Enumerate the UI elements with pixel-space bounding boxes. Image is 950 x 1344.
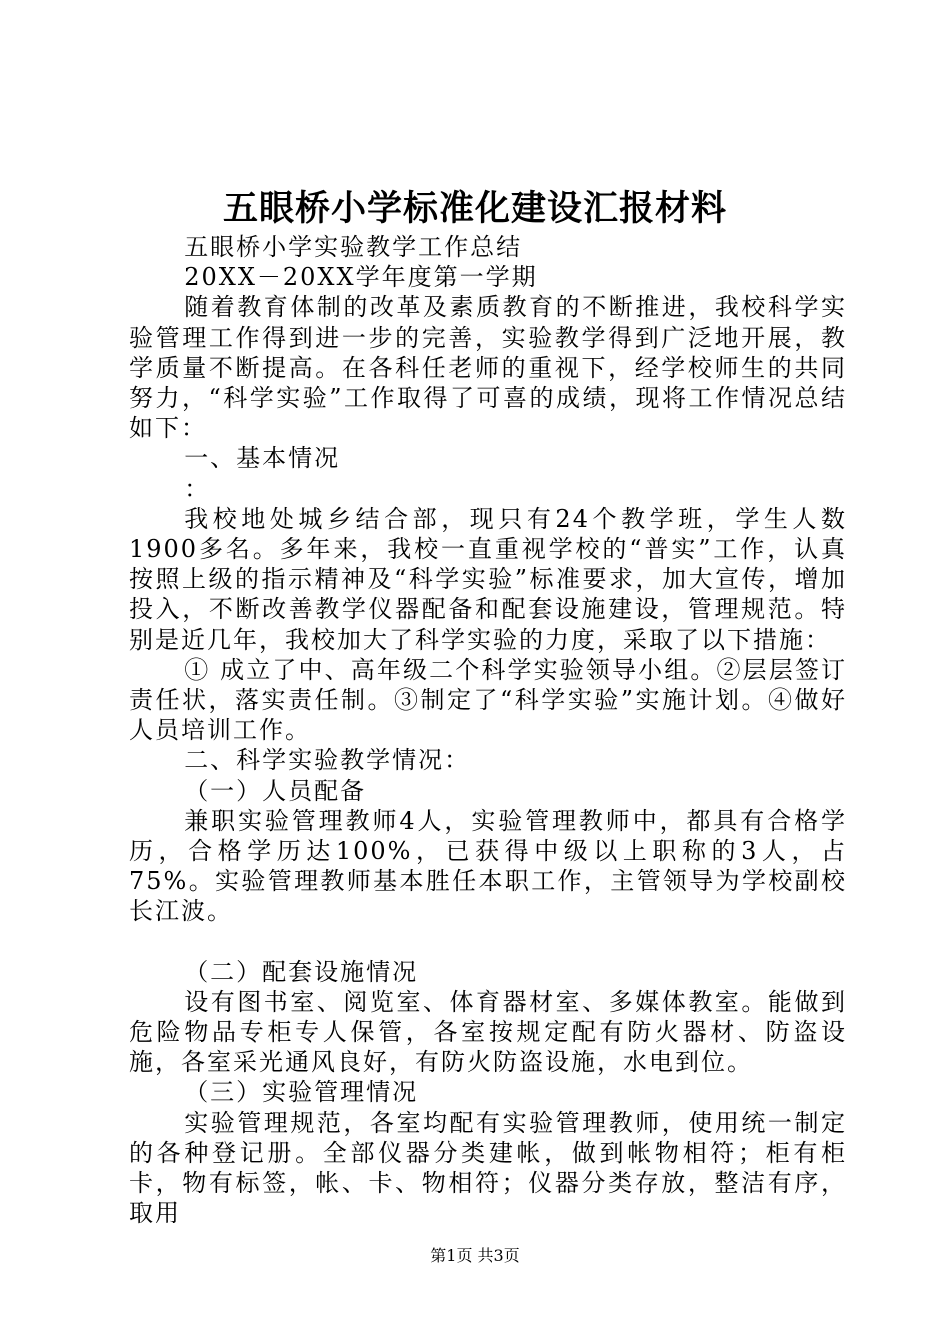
management-paragraph: 实验管理规范，各室均配有实验管理教师，使用统一制定的各种登记册。全部仪器分类建帐，做到帐物相符；柜有柜卡，物有标签，帐、卡、物相符；仪器分类存放，整洁有序，取用 xyxy=(129,1108,847,1228)
section-heading-basic: 一、基本情况 xyxy=(184,444,341,473)
measures-paragraph: ① 成立了中、高年级二个科学实验领导小组。②层层签订责任状，落实责任制。③制定了“科学实验”实施计划。④做好人员培训工作。 xyxy=(129,655,847,745)
basic-paragraph: 我校地处城乡结合部，现只有24个教学班，学生人数1900多名。多年来，我校一直重视学校的“普实”工作，认真按照上级的指示精神及“科学实验”标准要求，加大宣传，增加投入，不断改善教学仪器配备和配套设施建设，管理规范。特别是近几年，我校加大了科学实验的力度，采取了以下措施： xyxy=(129,504,847,654)
subtitle: 五眼桥小学实验教学工作总结 xyxy=(184,233,523,261)
facilities-paragraph: 设有图书室、阅览室、体育器材室、多媒体教室。能做到危险物品专柜专人保管，各室按规定配有防火器材、防盗设施，各室采光通风良好，有防火防盗设施，水电到位。 xyxy=(129,987,847,1077)
staff-paragraph: 兼职实验管理教师4人，实验管理教师中，都具有合格学历，合格学历达100%，已获得中级以上职称的3人，占75%。实验管理教师基本胜任本职工作，主管领导为学校副校长江波。 xyxy=(129,806,847,926)
document-body xyxy=(129,232,847,1229)
section-heading-teaching: 二、科学实验教学情况： xyxy=(184,746,471,775)
document-title: 五眼桥小学标准化建设汇报材料 xyxy=(222,188,727,229)
intro-paragraph: 随着教育体制的改革及素质教育的不断推进，我校科学实验管理工作得到进一步的完善，实验教学得到广泛地开展，教学质量不断提高。在各科任老师的重视下，经学校师生的共同努力，“科学实验”工作取得了可喜的成绩，现将工作情况总结如下： xyxy=(129,293,847,443)
page-footer: 第1页 共3页 xyxy=(430,1246,520,1265)
subheading-facilities: （二）配套设施情况 xyxy=(184,957,419,986)
subheading-staff: （一）人员配备 xyxy=(184,776,367,805)
subheading-management: （三）实验管理情况 xyxy=(184,1078,419,1107)
term-line: 20XX－20XX学年度第一学期 xyxy=(184,263,538,292)
colon-line: ： xyxy=(184,474,211,503)
